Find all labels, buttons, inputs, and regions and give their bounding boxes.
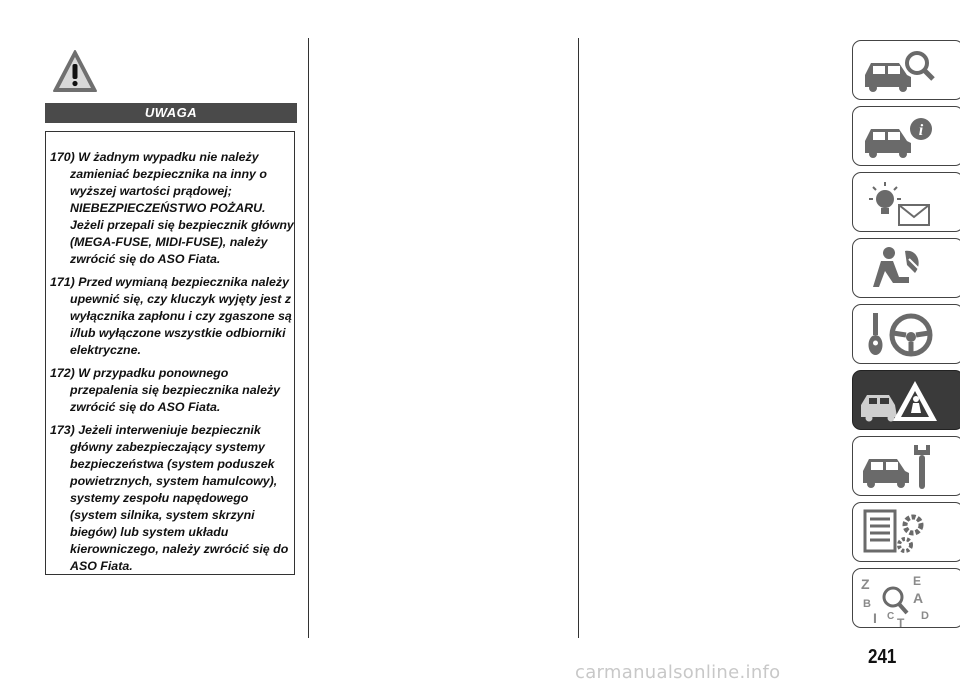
- tab-dashboard-info[interactable]: [852, 106, 960, 166]
- column-divider-1: [308, 38, 309, 638]
- warning-lights-icon: [859, 177, 939, 229]
- column-divider-2: [578, 38, 579, 638]
- warning-title: UWAGA: [45, 103, 297, 123]
- tab-alphabetical-index[interactable]: [852, 568, 960, 628]
- index-letter-e: E: [913, 574, 922, 588]
- index-letter-z: Z: [861, 576, 870, 592]
- page-number: 241: [868, 646, 897, 668]
- car-magnifier-icon: [859, 45, 939, 97]
- index-letter-t: T: [897, 616, 905, 629]
- tab-maintenance[interactable]: [852, 436, 960, 496]
- warning-item-173: 173) Jeżeli interweniuje bezpiecznik główny zabezpieczający systemy bezpieczeństwa (system poduszek powietrznych, system hamulcowy), systemy zespołu napędowego (system silnika, system skrzyni biegów) lub system układu kierowniczego, należy zwrócić się do ASO Fiata.: [50, 423, 289, 573]
- tab-technical-specs[interactable]: [852, 502, 960, 562]
- car-wrench-icon: [859, 441, 939, 493]
- tab-safety[interactable]: [852, 238, 960, 298]
- warning-list: [50, 149, 298, 581]
- spec-sheet-gears-icon: [859, 507, 939, 559]
- car-warning-triangle-icon: [859, 375, 939, 427]
- index-letter-d: D: [921, 610, 929, 622]
- tab-getting-to-know-car[interactable]: [852, 40, 960, 100]
- tab-starting-driving[interactable]: [852, 304, 960, 364]
- index-letter-i: I: [873, 610, 877, 626]
- alphabet-index-icon: [859, 573, 939, 629]
- svg-text:i: i: [918, 122, 924, 139]
- car-info-icon: [859, 111, 939, 163]
- airbag-seat-icon: [859, 243, 939, 295]
- warning-item-171: 171) Przed wymianą bezpiecznika należy upewnić się, czy kluczyk wyjęty jest z wyłącznika zapłonu i czy zgaszone są i/lub wyłączone wszystkie odbiorniki elektryczne.: [50, 275, 292, 357]
- index-letter-b: B: [863, 598, 871, 610]
- warning-triangle-icon: [52, 48, 98, 94]
- watermark: carmanualsonline.info: [575, 662, 781, 683]
- tab-safety-lights[interactable]: [852, 172, 960, 232]
- warning-item-170: 170) W żadnym wypadku nie należy zamieniać bezpiecznika na inny o wyższej wartości prądowej; NIEBEZPIECZEŃSTWO POŻARU. Jeżeli przepali się bezpiecznik główny (MEGA-FUSE, MIDI-FUSE), należy zwrócić się do ASO Fiata.: [50, 150, 294, 266]
- key-steering-wheel-icon: [859, 309, 939, 361]
- warning-item-172: 172) W przypadku ponownego przepalenia się bezpiecznika należy zwrócić się do ASO Fiata.: [50, 366, 281, 414]
- tab-in-emergency[interactable]: [852, 370, 960, 430]
- index-letter-a: A: [913, 590, 924, 606]
- index-letter-c: C: [887, 611, 895, 622]
